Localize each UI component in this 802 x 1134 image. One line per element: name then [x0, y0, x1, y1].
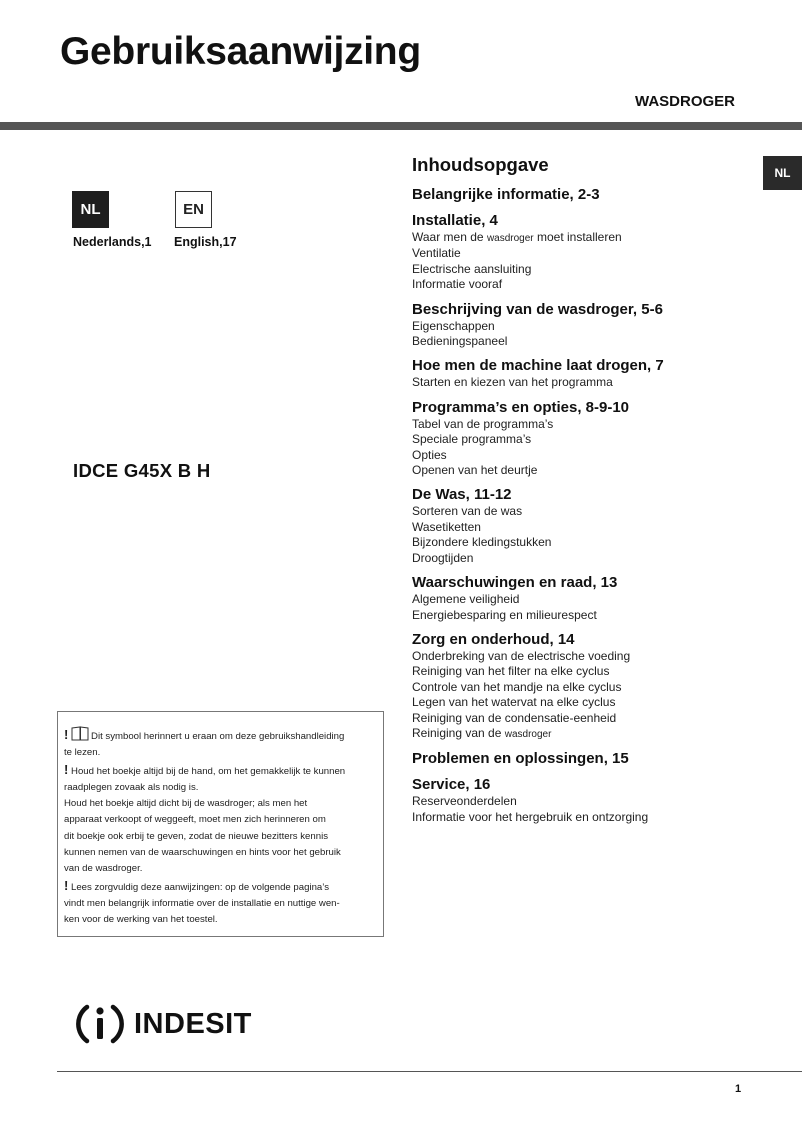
toc-section-title: Problemen en oplossingen, 15 — [412, 750, 629, 768]
toc-section — [412, 631, 752, 742]
brand-logo — [74, 999, 252, 1049]
toc-section — [412, 574, 752, 623]
toc-section — [412, 212, 752, 293]
notice-line: ken voor de werking van het toestel. — [64, 914, 218, 926]
toc-item: Reserveonderdelen — [412, 794, 517, 809]
toc-item: Droogtijden — [412, 550, 474, 565]
book-icon — [71, 725, 90, 741]
language-nl-box[interactable]: NL — [72, 191, 109, 228]
toc-item: Reiniging van de wasdroger — [412, 725, 552, 740]
toc-section-title: Hoe men de machine laat drogen, 7 — [412, 357, 664, 375]
notice-box — [57, 711, 384, 937]
notice-line: dit boekje ook erbij te geven, zodat de nieuwe bezitters kennis — [64, 830, 328, 842]
toc-section — [412, 486, 752, 566]
toc-item: Openen van het deurtje — [412, 463, 538, 478]
notice-line: van de wasdroger. — [64, 863, 143, 875]
toc-item: Energiebesparing en milieurespect — [412, 607, 597, 622]
toc-item: Electrische aansluiting — [412, 261, 532, 276]
toc-item: Onderbreking van de electrische voeding — [412, 648, 631, 663]
exclamation-icon: ! — [64, 877, 69, 893]
toc-section-title: Programma’s en opties, 8-9-10 — [412, 398, 630, 416]
notice-line: kunnen nemen van de waarschuwingen en hints voor het gebruik — [64, 847, 341, 859]
model-number: IDCE G45X B H — [73, 460, 211, 481]
notice-line: ! Houd het boekje altijd bij de hand, om het gemakkelijk te kunnen — [64, 761, 346, 777]
notice-line: apparaat verkoopt of weggeeft, moet men zich herinneren om — [64, 814, 326, 826]
toc-item: Algemene veiligheid — [412, 592, 520, 607]
toc-item: Wasetiketten — [412, 519, 481, 534]
toc-item: Ventilatie — [412, 246, 461, 261]
toc-item: Informatie voor het hergebruik en ontzorging — [412, 809, 649, 824]
toc-item: Informatie vooraf — [412, 277, 503, 292]
document-subtitle: WASDROGER — [634, 93, 735, 110]
toc-item: Tabel van de programma’s — [412, 416, 554, 431]
language-en-box[interactable]: EN — [175, 191, 212, 228]
toc-item: Waar men de wasdroger moet installeren — [412, 230, 622, 244]
language-nl-label: Nederlands,1 — [73, 235, 152, 249]
toc-item: Reiniging van het filter na elke cyclus — [412, 664, 610, 679]
toc-item: Legen van het watervat na elke cyclus — [412, 695, 616, 710]
toc-item: Speciale programma’s — [412, 432, 532, 447]
indesit-logo-icon — [74, 999, 126, 1049]
notice-line: te lezen. — [64, 747, 101, 759]
toc-section — [412, 776, 752, 825]
document-title: Gebruiksaanwijzing — [60, 30, 421, 73]
toc-item: Eigenschappen — [412, 318, 495, 333]
toc-section — [412, 301, 752, 350]
notice-line: ! Dit symbool herinnert u eraan om deze gebruikshandleiding — [64, 727, 345, 742]
toc-section-title: De Was, 11-12 — [412, 486, 512, 504]
notice-line: vindt men belangrijk informatie over de installatie en nuttige wen- — [64, 897, 340, 909]
notice-line: ! Lees zorgvuldig deze aanwijzingen: op de volgende pagina’s — [64, 877, 329, 893]
exclamation-icon: ! — [64, 727, 69, 742]
language-en-label: English,17 — [174, 235, 237, 249]
notice-line: Houd het boekje altijd dicht bij de wasdroger; als men het — [64, 798, 308, 810]
toc-section-title: Beschrijving van de wasdroger, 5-6 — [412, 300, 663, 318]
toc-section — [412, 357, 752, 390]
notice-line: raadplegen zovaak als nodig is. — [64, 781, 199, 793]
page-number: 1 — [735, 1083, 742, 1095]
toc-section-title: Waarschuwingen en raad, 13 — [412, 574, 618, 592]
toc-section-title: Zorg en onderhoud, 14 — [412, 630, 575, 648]
toc-item: Bijzondere kledingstukken — [412, 535, 552, 550]
toc-item: Opties — [412, 447, 447, 462]
toc-section-title: Belangrijke informatie, 2-3 — [412, 186, 600, 203]
toc-section-title: Service, 16 — [412, 776, 491, 794]
footer-rule — [57, 1071, 802, 1072]
toc-item: Sorteren van de was — [412, 504, 523, 519]
toc-item: Reiniging van de condensatie-eenheid — [412, 710, 617, 725]
toc-section — [412, 399, 752, 479]
toc-item: Bedieningspaneel — [412, 334, 508, 349]
header-rule — [0, 122, 802, 130]
side-language-tab: NL — [763, 156, 802, 190]
exclamation-icon: ! — [64, 761, 69, 777]
toc-item: Starten en kiezen van het programma — [412, 375, 613, 390]
toc-item: Controle van het mandje na elke cyclus — [412, 679, 622, 694]
brand-name: INDESIT — [134, 1007, 252, 1040]
toc-section — [412, 750, 752, 768]
table-of-contents — [412, 154, 752, 833]
toc-section-title: Installatie, 4 — [412, 212, 498, 229]
toc-heading: Inhoudsopgave — [412, 154, 549, 175]
toc-section — [412, 186, 752, 204]
